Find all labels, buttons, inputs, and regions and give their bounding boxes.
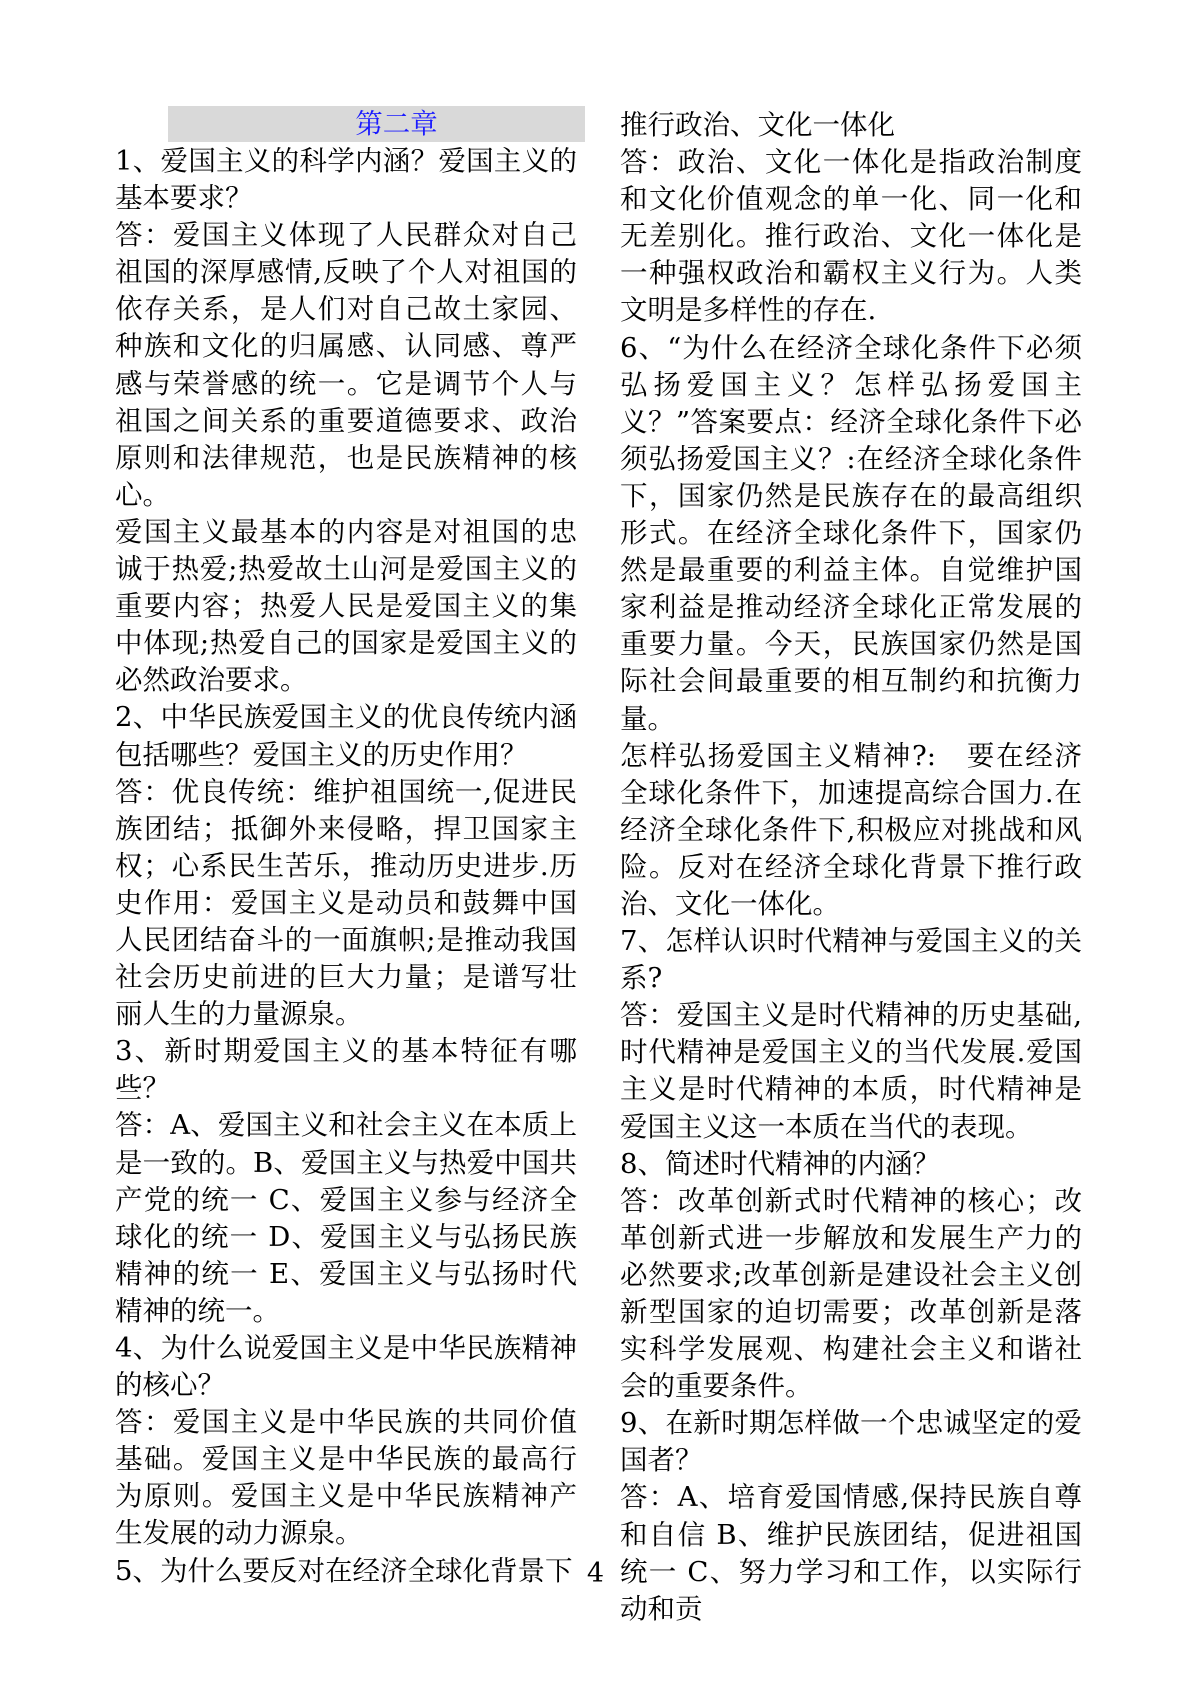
paragraph: 6、“为什么在经济全球化条件下必须弘扬爱国主义？怎样弘扬爱国主义？”答案要点：经济全球化条件下必须弘扬爱国主义？:在经济全球化条件下，国家仍然是民族存在的最高组织形式。在经济全球化条件下，国家仍然是最重要的利益主体。自觉维护国家利益是推动经济全球化正常发展的重要力量。今天，民族国家仍然是国际社会间最重要的相互制约和抗衡力量。 <box>620 331 1082 735</box>
paragraph: 7、怎样认识时代精神与爱国主义的关系? <box>620 925 1082 995</box>
left-column <box>115 106 577 1590</box>
paragraph: 答：优良传统：维护祖国统一,促进民族团结；抵御外来侵略，捍卫国家主权；心系民生苦乐，推动历史进步.历史作用：爱国主义是动员和鼓舞中国人民团结奋斗的一面旗帜;是推动我国社会历史前进的巨大力量；是谱写壮丽人生的力量源泉。 <box>115 775 577 1031</box>
right-column <box>620 107 1082 1628</box>
paragraph: 答：政治、文化一体化是指政治制度和文化价值观念的单一化、同一化和无差别化。推行政治、文化一体化是一种强权政治和霸权主义行为。人类文明是多样性的存在. <box>620 146 1082 327</box>
paragraph: 怎样弘扬爱国主义精神?: 要在经济全球化条件下，加速提高综合国力.在经济全球化条件下,积极应对挑战和风险。反对在经济全球化背景下推行政治、文化一体化。 <box>620 739 1082 920</box>
paragraph: 答：A、培育爱国情感,保持民族自尊和自信 B、维护民族团结，促进祖国统一 C、努力学习和工作，以实际行动和贡 <box>620 1481 1082 1625</box>
paragraph: 2、中华民族爱国主义的优良传统内涵包括哪些？爱国主义的历史作用？ <box>115 701 577 771</box>
chapter-title: 第二章 <box>355 108 438 140</box>
paragraph: 9、在新时期怎样做一个忠诚坚定的爱国者？ <box>620 1407 1082 1477</box>
paragraph: 8、简述时代精神的内涵？ <box>620 1147 940 1180</box>
paragraph: 5、为什么要反对在经济全球化背景下 <box>115 1554 573 1587</box>
paragraph: 答：改革创新式时代精神的核心；改革创新式进一步解放和发展生产力的必然要求;改革创新是建设社会主义创新型国家的迫切需要；改革创新是落实科学发展观、构建社会主义和谐社会的重要条件。 <box>620 1184 1082 1403</box>
paragraph: 1、爱国主义的科学内涵？爱国主义的基本要求？ <box>115 145 577 215</box>
page-number: 4 <box>586 1558 605 1589</box>
paragraph: 爱国主义最基本的内容是对祖国的忠诚于热爱;热爱故土山河是爱国主义的重要内容；热爱人民是爱国主义的集中体现;热爱自己的国家是爱国主义的必然政治要求。 <box>115 515 577 697</box>
paragraph: 答：A、爱国主义和社会主义在本质上是一致的。B、爱国主义与热爱中国共产党的统一 C、爱国主义参与经济全球化的统一 D、爱国主义与弘扬民族精神的统一 E、爱国主义与弘扬时代精神的统一。 <box>115 1109 577 1327</box>
chapter-heading <box>168 106 585 142</box>
paragraph: 答：爱国主义体现了人民群众对自己祖国的深厚感情,反映了个人对祖国的依存关系，是人们对自己故土家园、种族和文化的归属感、认同感、尊严感与荣誉感的统一。它是调节个人与祖国之间关系的重要道德要求、政治原则和法律规范，也是民族精神的核心。 <box>115 219 577 511</box>
paragraph: 答：爱国主义是中华民族的共同价值基础。爱国主义是中华民族的最高行为原则。爱国主义是中华民族精神产生发展的动力源泉。 <box>115 1406 577 1550</box>
paragraph: 答：爱国主义是时代精神的历史基础,时代精神是爱国主义的当代发展.爱国主义是时代精神的本质，时代精神是爱国主义这一本质在当代的表现。 <box>620 999 1082 1143</box>
paragraph: 推行政治、文化一体化 <box>620 109 895 141</box>
paragraph: 4、为什么说爱国主义是中华民族精神的核心？ <box>115 1332 577 1402</box>
paragraph: 3、新时期爱国主义的基本特征有哪些？ <box>115 1035 577 1105</box>
